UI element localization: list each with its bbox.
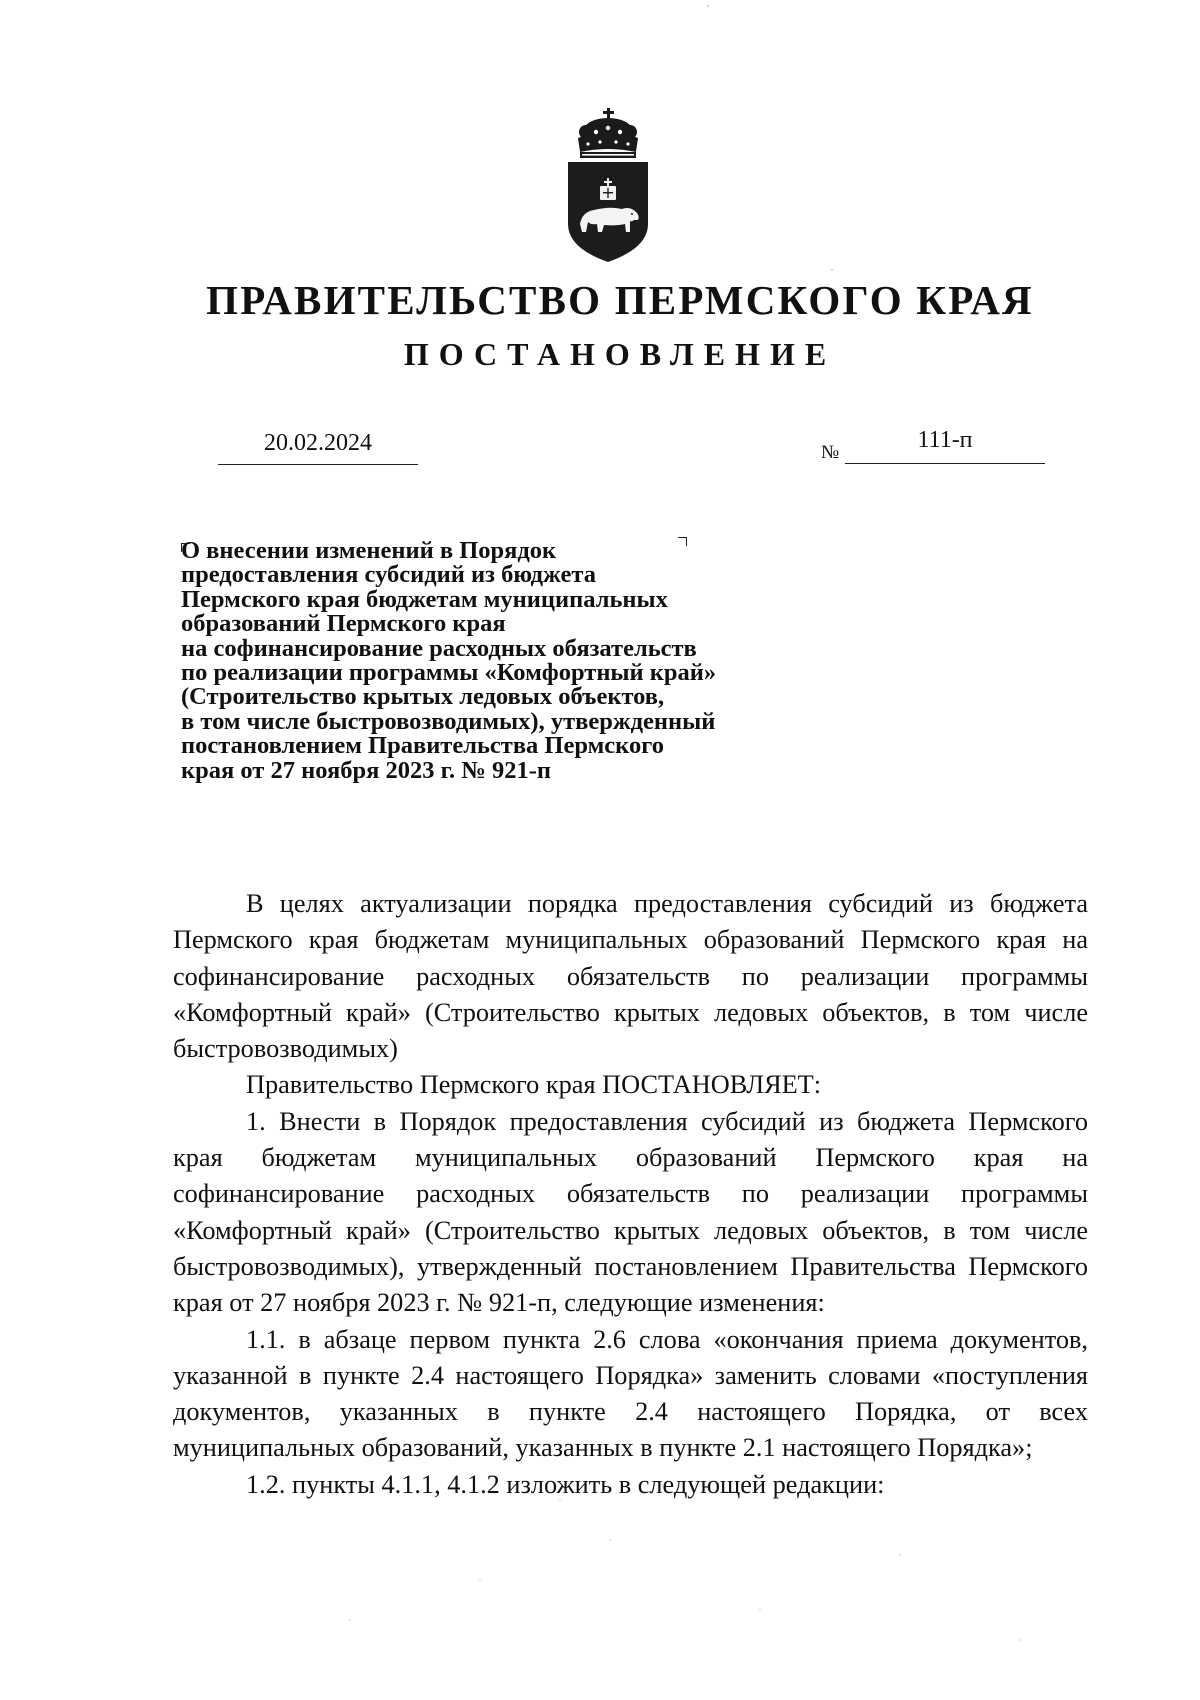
subject-line: в том числе быстровозводимых), утвержденный [181, 707, 716, 735]
subject-line: на софинансирование расходных обязательств [181, 634, 697, 662]
body-paragraph-item-1-1: 1.1. в абзаце первом пункта 2.6 слова «окончания приема документов, указанной в пункте 2.4 настоящего Порядка» заменить словами «поступления документов, указанных в пункте 2.4 настоящего Порядка, от всех муниципальных образований, указанных в пункте 2.1 настоящего Порядка»; [173, 1324, 1088, 1463]
document-number-field [845, 427, 1045, 464]
subject-line: (Строительство крытых ледовых объектов, [181, 683, 665, 711]
subject-line: образований Пермского края [181, 610, 506, 638]
document-date-field [218, 430, 418, 465]
body-paragraph-item-1-2: 1.2. пункты 4.1.1, 4.1.2 изложить в следующей редакции: [246, 1469, 885, 1499]
document-date: 20.02.2024 [264, 430, 372, 456]
number-sign: № [821, 442, 840, 463]
document-type: ПОСТАНОВЛЕНИЕ [403, 336, 837, 372]
body-paragraph-item-1: 1. Внести в Порядок предоставления субсидий из бюджета Пермского края бюджетам муниципальных образований Пермского края на софинансирование расходных обязательств по реализации программы «Комфортный край» (Строительство крытых ледовых объектов, в том числе быстровозводимых), утвержденный постановлением Правительства Пермского края от 27 ноября 2023 г. № 921-п, следующие изменения: [173, 1106, 1088, 1318]
subject-line: постановлением Правительства Пермского [181, 732, 664, 760]
perm-krai-coat-of-arms-icon [560, 108, 656, 264]
document-subject [181, 539, 821, 783]
body-paragraph-resolves: Правительство Пермского края ПОСТАНОВЛЯЕТ: [246, 1070, 822, 1100]
document-number: 111-п [917, 427, 973, 453]
document-body [173, 886, 1088, 1503]
subject-line: по реализации программы «Комфортный край» [181, 659, 717, 687]
body-paragraph-preamble: В целях актуализации порядка предоставления субсидий из бюджета Пермского края бюджетам муниципальных образований Пермского края на софинансирование расходных обязательств по реализации программы «Комфортный край» (Строительство крытых ледовых объектов, в том числе быстровозводимых) [173, 889, 1088, 1064]
subject-line: Пермского края бюджетам муниципальных [181, 585, 668, 613]
organization-title: ПРАВИТЕЛЬСТВО ПЕРМСКОГО КРАЯ [206, 277, 1034, 323]
subject-line: О внесении изменений в Порядок [181, 537, 557, 564]
subject-line: края от 27 ноября 2023 г. № 921-п [181, 756, 552, 784]
subject-line: предоставления субсидий из бюджета [181, 561, 596, 589]
